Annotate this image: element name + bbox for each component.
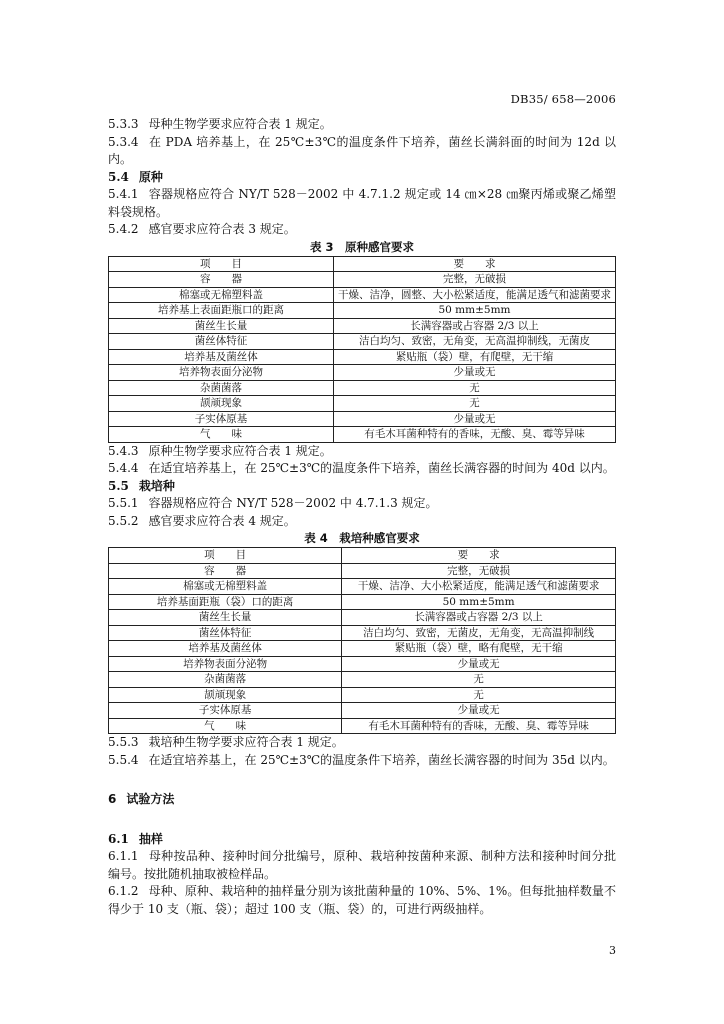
table-cell: 长满容器或占容器 2/3 以上	[334, 318, 616, 334]
table-row	[109, 610, 616, 626]
table-cell: 菌丝体特征	[109, 334, 334, 350]
table-cell: 洁白均匀、致密，无角变，无高温抑制线，无菌皮	[334, 334, 616, 350]
table-row	[109, 703, 616, 719]
table-cell: 培养基上表面距瓶口的距离	[109, 303, 334, 319]
table-row	[109, 396, 616, 412]
spacer	[108, 769, 616, 791]
table-cell: 培养基及菌丝体	[109, 641, 342, 657]
table-cell: 子实体原基	[109, 411, 334, 427]
clause-text: 在适宜培养基上，在 25℃±3℃的温度条件下培养，菌丝长满容器的时间为 35d 以内。	[148, 752, 615, 767]
table-cell: 菌丝生长量	[109, 318, 334, 334]
table-cell: 洁白均匀、致密，无菌皮，无角变，无高温抑制线	[342, 625, 616, 641]
table-cell: 有毛木耳菌种特有的香味，无酸、臭、霉等异味	[342, 718, 616, 734]
table-cell: 紧贴瓶（袋）壁，略有爬壁，无干缩	[342, 641, 616, 657]
table-cell: 杂菌菌落	[109, 672, 342, 688]
table-cell: 无	[334, 380, 616, 396]
clause-5-3-3	[108, 116, 616, 134]
clause-number: 6.1	[108, 831, 129, 846]
table-header-cell: 项 目	[109, 256, 334, 272]
table-row	[109, 349, 616, 365]
table-row	[109, 272, 616, 288]
table-row	[109, 625, 616, 641]
heading-5-4	[108, 169, 616, 187]
clause-text: 母种按品种、接种时间分批编号，原种、栽培种按菌种来源、制种方法和接种时间分批编号。按批随机抽取被检样品。	[108, 849, 616, 881]
clause-text: 在 PDA 培养基上，在 25℃±3℃的温度条件下培养，菌丝长满斜面的时间为 12d 以内。	[108, 134, 616, 166]
table-cell: 培养基及菌丝体	[109, 349, 334, 365]
heading-6-1	[108, 831, 616, 849]
table-row	[109, 380, 616, 396]
table3-title: 表 3 原种感官要求	[309, 239, 414, 254]
table-cell: 50 mm±5mm	[342, 594, 616, 610]
clause-5-4-2	[108, 221, 616, 239]
table-header-row	[109, 548, 616, 564]
table-cell: 气 味	[109, 718, 342, 734]
spacer	[108, 809, 616, 831]
table-row	[109, 563, 616, 579]
clause-number: 5.4.1	[108, 187, 139, 201]
table-cell: 少量或无	[334, 365, 616, 381]
table-header-cell: 项 目	[109, 548, 342, 564]
table-cell: 干燥、洁净，圆整、大小松紧适度，能满足透气和滤菌要求	[334, 287, 616, 303]
clause-number: 5.4.3	[108, 443, 139, 458]
clause-number: 5.3.3	[108, 117, 139, 131]
table-cell: 菌丝生长量	[109, 610, 342, 626]
table-cell: 培养物表面分泌物	[109, 365, 334, 381]
clause-5-4-3	[108, 443, 616, 461]
clause-5-3-4	[108, 134, 616, 169]
clause-number: 5.5.2	[108, 513, 139, 528]
table-cell: 少量或无	[334, 411, 616, 427]
section-title: 试验方法	[126, 792, 175, 806]
section-number: 6	[108, 792, 117, 806]
section-6-heading	[108, 791, 616, 809]
table-row	[109, 672, 616, 688]
document-body	[108, 116, 616, 918]
table-cell: 少量或无	[342, 703, 616, 719]
heading-5-5	[108, 478, 616, 496]
table-cell: 完整，无破损	[342, 563, 616, 579]
clause-text: 原种生物学要求应符合表 1 规定。	[148, 443, 332, 458]
table-row	[109, 579, 616, 595]
clause-text: 母种、原种、栽培种的抽样量分别为该批菌种量的 10%、5%、1%。但每批抽样数量不得少于 10 支（瓶、袋）；超过 100 支（瓶、袋）的，可进行两级抽样。	[108, 884, 616, 916]
clause-text: 感官要求应符合表 3 规定。	[148, 222, 296, 236]
clause-text: 抽样	[138, 831, 163, 846]
table3	[108, 256, 616, 443]
table-cell: 无	[334, 396, 616, 412]
table-cell: 培养物表面分泌物	[109, 656, 342, 672]
table-row	[109, 687, 616, 703]
table-cell: 长满容器或占容器 2/3 以上	[342, 610, 616, 626]
clause-number: 5.5.3	[108, 735, 139, 749]
clause-text: 原种	[138, 169, 163, 184]
clause-text: 栽培种	[138, 478, 175, 493]
clause-number: 6.1.2	[108, 884, 139, 898]
clause-number: 5.4	[108, 169, 129, 184]
table-cell: 容 器	[109, 563, 342, 579]
clause-5-4-4	[108, 460, 616, 478]
table-row	[109, 365, 616, 381]
table-cell: 棉塞或无棉塑料盖	[109, 287, 334, 303]
table-row	[109, 318, 616, 334]
clause-6-1-2	[108, 883, 616, 918]
table4	[108, 547, 616, 734]
table-cell: 少量或无	[342, 656, 616, 672]
clause-text: 母种生物学要求应符合表 1 规定。	[148, 117, 332, 131]
table-row	[109, 641, 616, 657]
table-row	[109, 303, 616, 319]
table-cell: 无	[342, 672, 616, 688]
clause-number: 6.1.1	[108, 849, 139, 863]
table-cell: 容 器	[109, 272, 334, 288]
table-cell: 紧贴瓶（袋）壁，有爬壁，无干缩	[334, 349, 616, 365]
table-row	[109, 427, 616, 443]
table-cell: 杂菌菌落	[109, 380, 334, 396]
clause-text: 在适宜培养基上，在 25℃±3℃的温度条件下培养，菌丝长满容器的时间为 40d 以内。	[148, 461, 615, 475]
clause-number: 5.3.4	[108, 134, 139, 149]
table-header-row	[109, 256, 616, 272]
table-row	[109, 656, 616, 672]
clause-5-5-3	[108, 734, 616, 752]
table-cell: 干燥、洁净、大小松紧适度，能满足透气和滤菌要求	[342, 579, 616, 595]
table-cell: 颉颃现象	[109, 396, 334, 412]
table-cell: 气 味	[109, 427, 334, 443]
clause-text: 栽培种生物学要求应符合表 1 规定。	[148, 735, 344, 749]
table-row	[109, 411, 616, 427]
table-row	[109, 334, 616, 350]
table-cell: 棉塞或无棉塑料盖	[109, 579, 342, 595]
clause-number: 5.4.4	[108, 461, 139, 475]
table-row	[109, 594, 616, 610]
document-code: DB35/ 658—2006	[510, 92, 616, 106]
clause-5-4-1	[108, 186, 616, 221]
table-cell: 颉颃现象	[109, 687, 342, 703]
table-cell: 50 mm±5mm	[334, 303, 616, 319]
clause-number: 5.4.2	[108, 222, 139, 236]
table-row	[109, 287, 616, 303]
table-cell: 子实体原基	[109, 703, 342, 719]
table4-title: 表 4 栽培种感官要求	[304, 531, 420, 545]
clause-text: 感官要求应符合表 4 规定。	[148, 513, 296, 528]
clause-number: 5.5.1	[108, 496, 139, 510]
table-cell: 无	[342, 687, 616, 703]
clause-6-1-1	[108, 848, 616, 883]
table-cell: 完整，无破损	[334, 272, 616, 288]
clause-number: 5.5	[108, 478, 129, 493]
table-header-cell: 要 求	[334, 256, 616, 272]
table-row	[109, 718, 616, 734]
clause-number: 5.5.4	[108, 752, 139, 767]
clause-5-5-1	[108, 495, 616, 513]
page-number: 3	[609, 944, 616, 957]
clause-5-5-2	[108, 513, 616, 531]
clause-text: 容器规格应符合 NY/T 528－2002 中 4.7.1.3 规定。	[148, 496, 438, 510]
table-cell: 有毛木耳菌种特有的香味，无酸、臭、霉等异味	[334, 427, 616, 443]
table-cell: 菌丝体特征	[109, 625, 342, 641]
clause-text: 容器规格应符合 NY/T 528－2002 中 4.7.1.2 规定或 14 ㎝×28 ㎝聚丙烯或聚乙烯塑料袋规格。	[108, 187, 616, 219]
table-header-cell: 要 求	[342, 548, 616, 564]
table-cell: 培养基面距瓶（袋）口的距离	[109, 594, 342, 610]
clause-5-5-4	[108, 752, 616, 770]
